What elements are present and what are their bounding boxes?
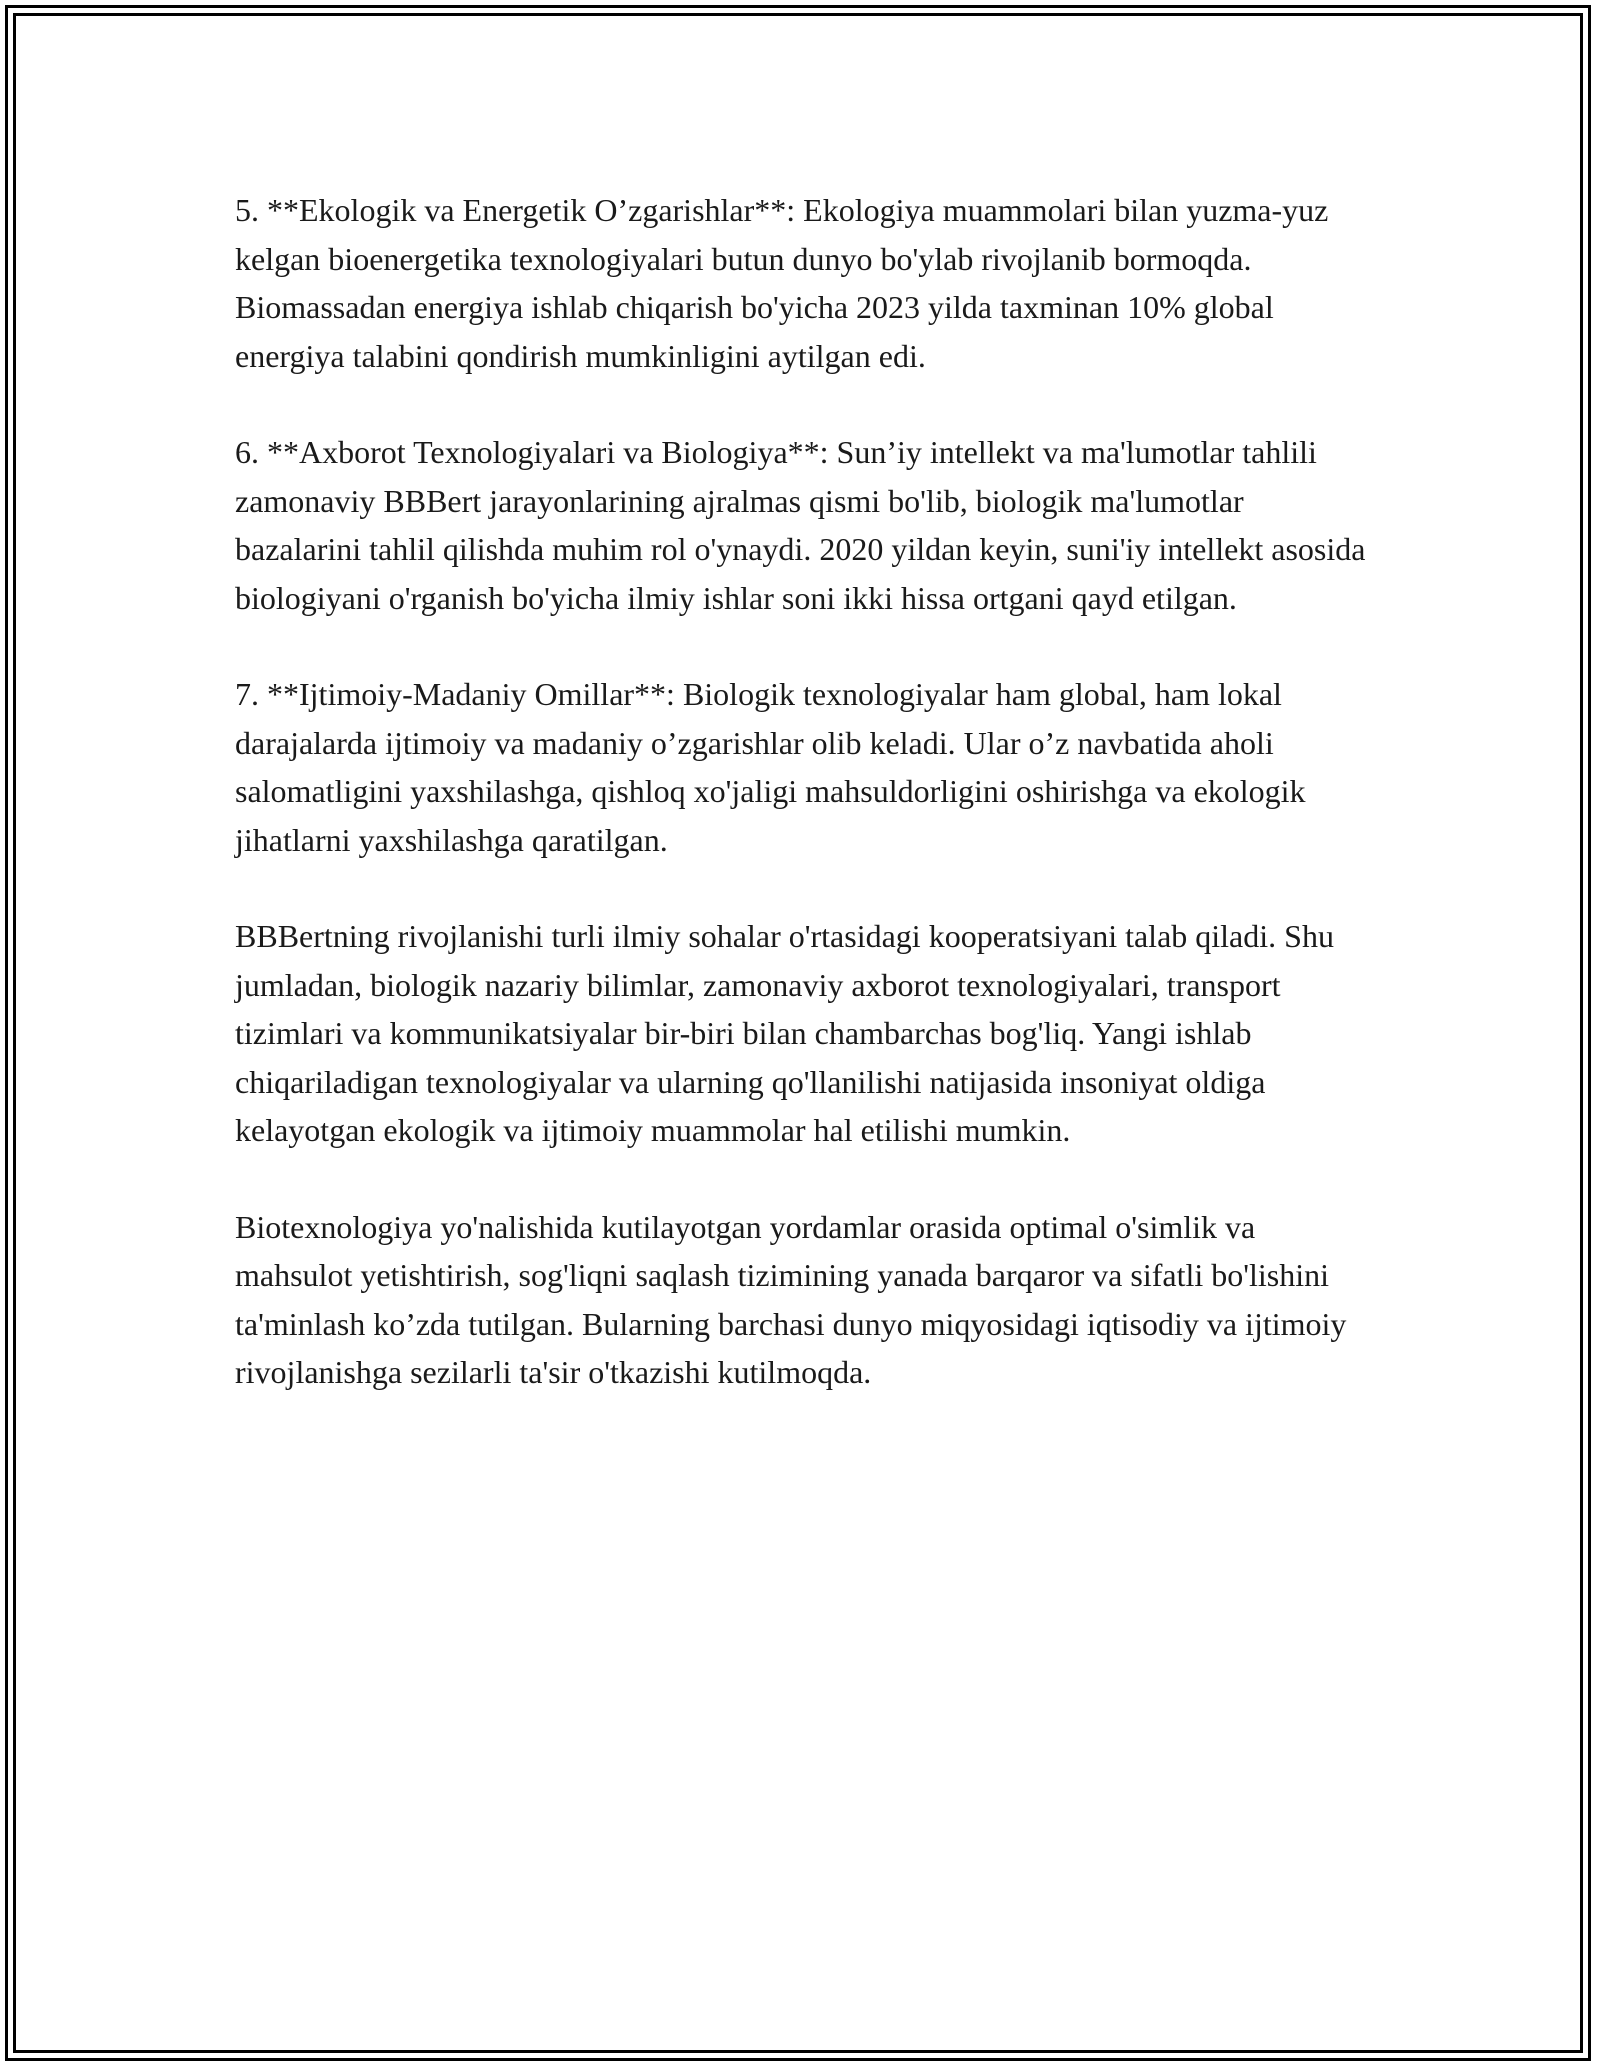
paragraph-axborot-biologiya: 6. **Axborot Texnologiyalari va Biologiya**: Sun’iy intellekt va ma'lumotlar tahlili zamonaviy BBBert jarayonlarining ajralmas qismi bo'lib, biologik ma'lumotlar bazalarini tahlil qilishda muhim rol o'ynaydi. 2020 yildan keyin, suni'iy intellekt asosida biologiyani o'rganish bo'yicha ilmiy ishlar soni ikki hissa ortgani qayd etilgan.	[235, 434, 1366, 616]
paragraph-ijtimoiy-madaniy: 7. **Ijtimoiy-Madaniy Omillar**: Biologik texnologiyalar ham global, ham lokal darajalarda ijtimoiy va madaniy o’zgarishlar olib keladi. Ular o’z navbatida aholi salomatligini yaxshilashga, qishloq xo'jaligi mahsuldorligini oshirishga va ekologik jihatlarni yaxshilashga qaratilgan.	[235, 676, 1306, 858]
paragraph-biotexnologiya: Biotexnologiya yo'nalishida kutilayotgan yordamlar orasida optimal o'simlik va mahsulot yetishtirish, sog'liqni saqlash tizimining yanada barqaror va sifatli bo'lishini ta'minlash ko’zda tutilgan. Bularning barchasi dunyo miqyosidagi iqtisodiy va ijtimoiy rivojlanishga sezilarli ta'sir o'tkazishi kutilmoqda.	[235, 1208, 1347, 1390]
document-body	[235, 186, 1375, 1445]
paragraph-bbbert-rivojlanishi: BBBertning rivojlanishi turli ilmiy sohalar o'rtasidagi kooperatsiyani talab qiladi. Shu jumladan, biologik nazariy bilimlar, zamonaviy axborot texnologiyalari, transport tizimlari va kommunikatsiyalar bir-biri bilan chambarchas bog'liq. Yangi ishlab chiqariladigan texnologiyalar va ularning qo'llanilishi natijasida insoniyat oldiga kelayotgan ekologik va ijtimoiy muammolar hal etilishi mumkin.	[235, 918, 1334, 1148]
paragraph-ekologik-energetik: 5. **Ekologik va Energetik O’zgarishlar**: Ekologiya muammolari bilan yuzma-yuz kelgan bioenergetika texnologiyalari butun dunyo bo'ylab rivojlanib bormoqda. Biomassadan energiya ishlab chiqarish bo'yicha 2023 yilda taxminan 10% global energiya talabini qondirish mumkinligini aytilgan edi.	[235, 192, 1329, 374]
